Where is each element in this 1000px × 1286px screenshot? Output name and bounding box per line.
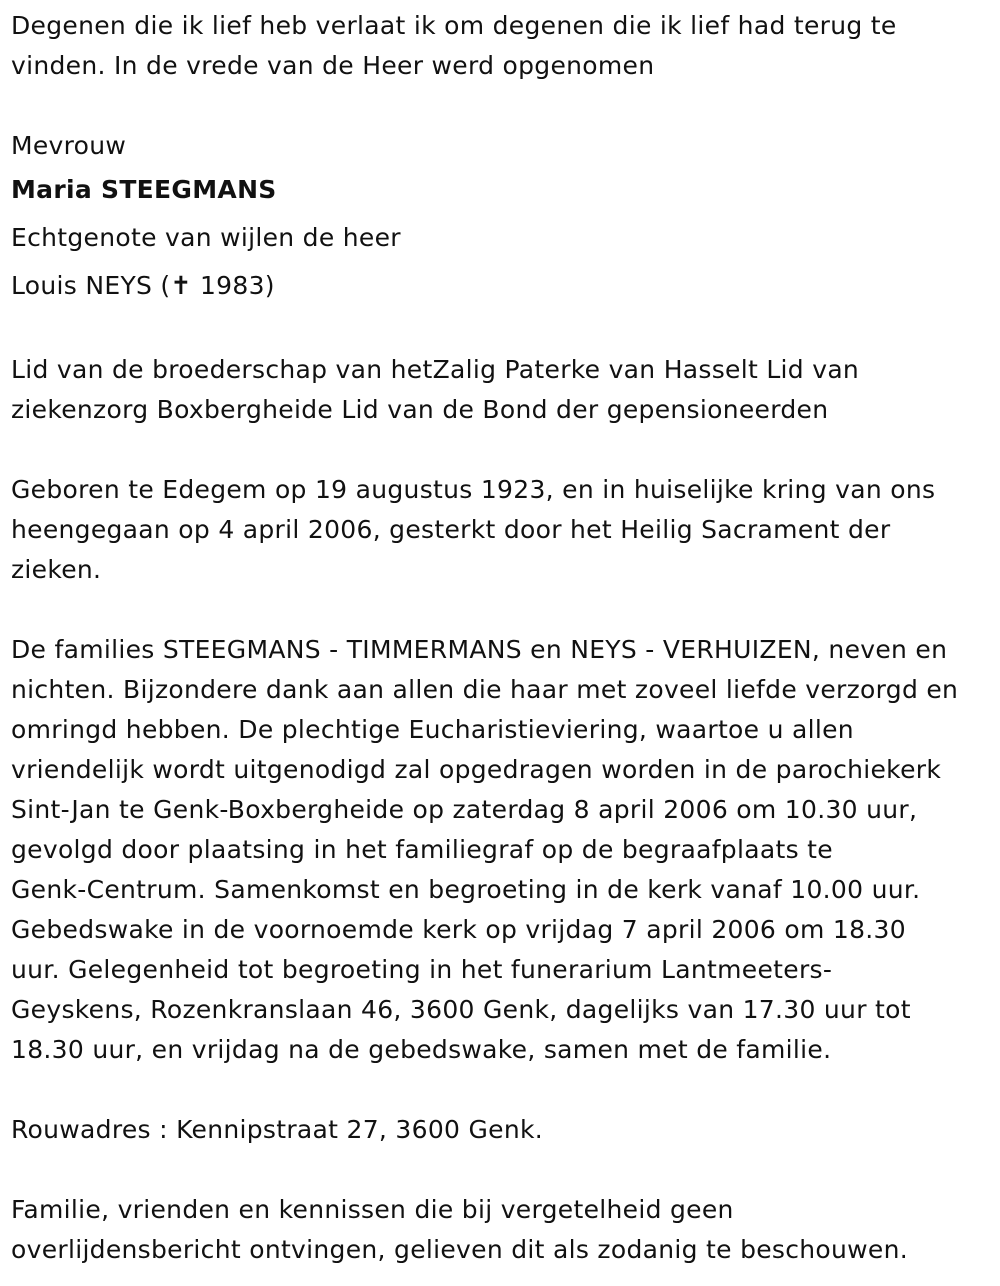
membership-line: Lid van de broederschap van hetZalig Paterke van Hasselt Lid van (11, 355, 860, 384)
families-line: nichten. Bijzondere dank aan allen die haar met zoveel liefde verzorgd en (11, 675, 959, 704)
families-line: Gebedswake in de voornoemde kerk op vrijdag 7 april 2006 om 18.30 (11, 915, 906, 944)
spouse-name: Louis NEYS (✝ 1983) (11, 271, 275, 300)
paragraph-gap (11, 86, 996, 126)
birth-death-line: heengegaan op 4 april 2006, gesterkt door het Heilig Sacrament der (11, 515, 891, 544)
birth-death-line: zieken. (11, 555, 102, 584)
birth-death-line: Geboren te Edegem op 19 augustus 1923, en in huiselijke kring van ons (11, 475, 936, 504)
paragraph-gap (11, 590, 996, 630)
honorific: Mevrouw (11, 131, 127, 160)
membership-line: ziekenzorg Boxbergheide Lid van de Bond der gepensioneerden (11, 395, 829, 424)
birth-death-paragraph (11, 470, 996, 590)
closing-paragraph (11, 1190, 996, 1270)
death-notice (11, 6, 996, 1270)
relation-text: Echtgenote van wijlen de heer (11, 223, 401, 252)
paragraph-gap (11, 1070, 996, 1110)
deceased-block (11, 126, 996, 310)
paragraph-gap (11, 430, 996, 470)
families-line: uur. Gelegenheid tot begroeting in het funerarium Lantmeeters- (11, 955, 833, 984)
closing-line: Familie, vrienden en kennissen die bij vergetelheid geen (11, 1195, 734, 1224)
families-line: gevolgd door plaatsing in het familiegraf op de begraafplaats te (11, 835, 833, 864)
families-line: 18.30 uur, en vrijdag na de gebedswake, samen met de familie. (11, 1035, 832, 1064)
memberships-paragraph (11, 350, 996, 430)
paragraph-gap (11, 1150, 996, 1190)
paragraph-gap (11, 310, 996, 350)
motto-line: vinden. In de vrede van de Heer werd opgenomen (11, 51, 655, 80)
motto-paragraph (11, 6, 996, 86)
families-line: vriendelijk wordt uitgenodigd zal opgedragen worden in de parochiekerk (11, 755, 942, 784)
families-line: Sint-Jan te Genk-Boxbergheide op zaterdag 8 april 2006 om 10.30 uur, (11, 795, 918, 824)
families-line: Geyskens, Rozenkranslaan 46, 3600 Genk, dagelijks van 17.30 uur tot (11, 995, 911, 1024)
deceased-name: Maria STEEGMANS (11, 175, 277, 204)
families-line: Genk-Centrum. Samenkomst en begroeting in de kerk vanaf 10.00 uur. (11, 875, 921, 904)
families-line: omringd hebben. De plechtige Eucharistieviering, waartoe u allen (11, 715, 854, 744)
families-line: De families STEEGMANS - TIMMERMANS en NEYS - VERHUIZEN, neven en (11, 635, 948, 664)
closing-line: overlijdensbericht ontvingen, gelieven dit als zodanig te beschouwen. (11, 1235, 908, 1264)
motto-line: Degenen die ik lief heb verlaat ik om degenen die ik lief had terug te (11, 11, 897, 40)
mourning-address: Rouwadres : Kennipstraat 27, 3600 Genk. (11, 1115, 543, 1144)
families-paragraph (11, 630, 996, 1070)
